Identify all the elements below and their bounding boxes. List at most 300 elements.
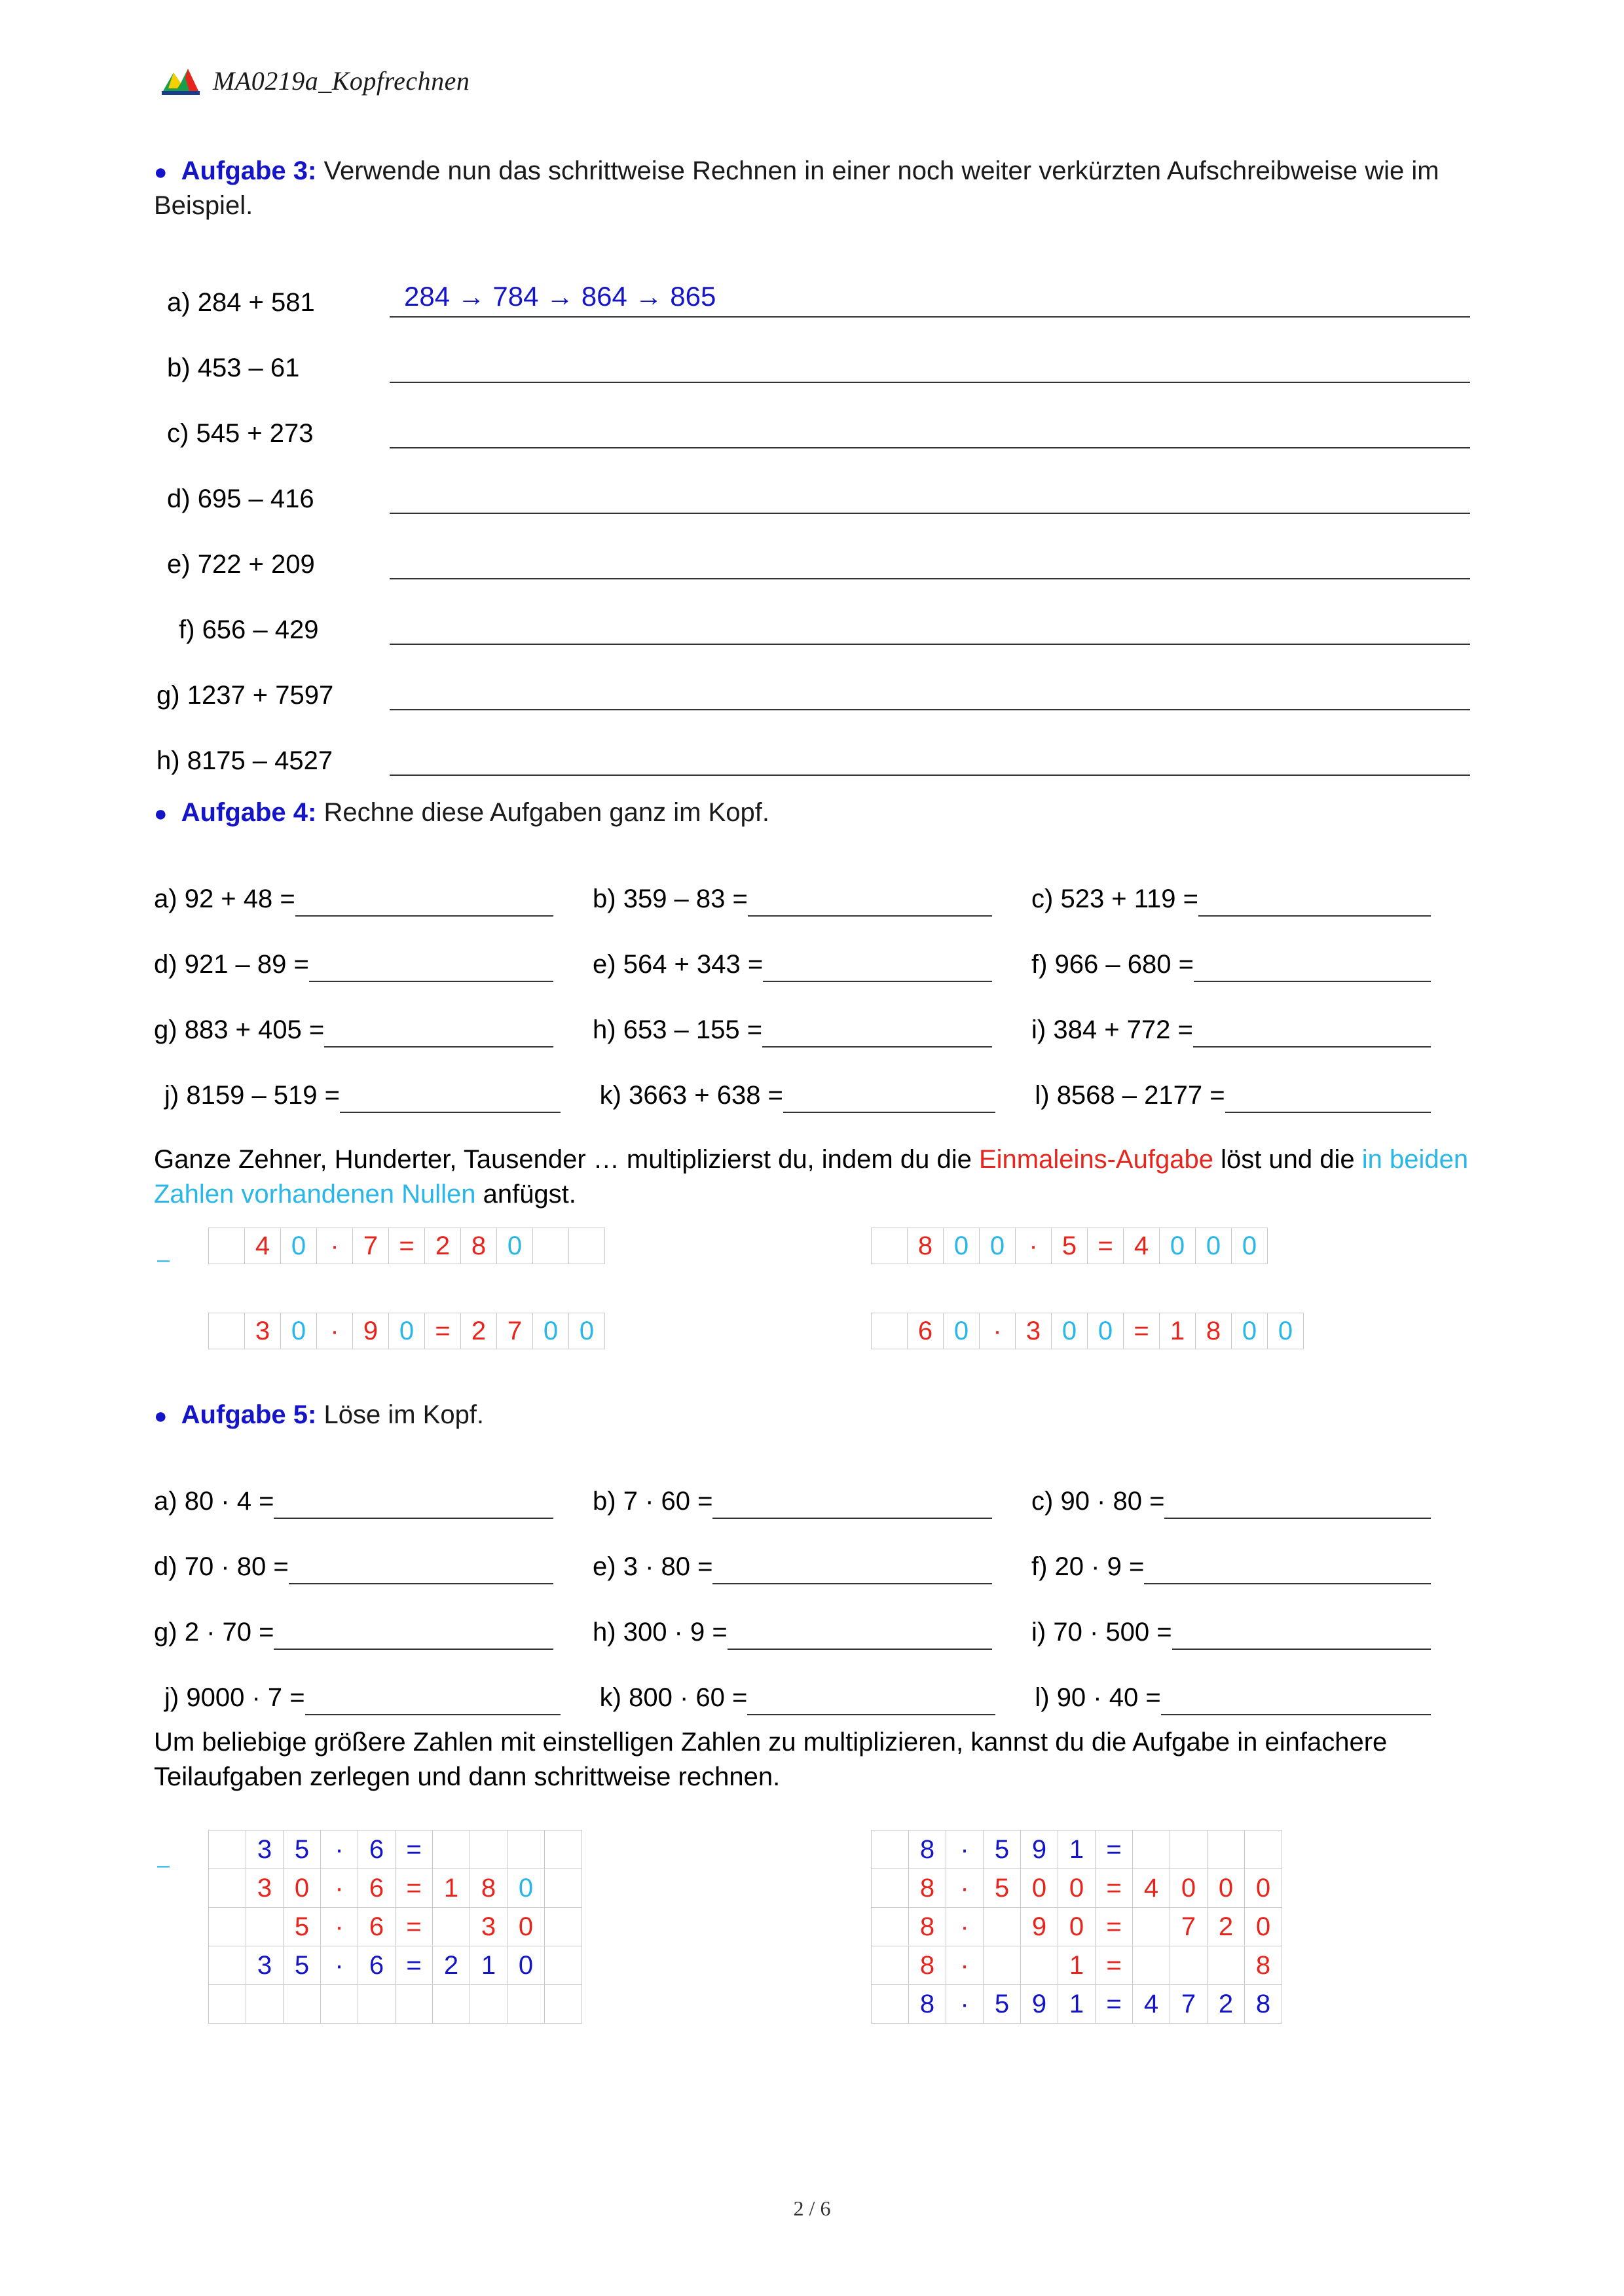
task4-item [1031,883,1470,917]
explanation-multiplication-zeros [154,1142,1470,1212]
mountain-logo-icon [160,62,201,99]
task3-item [154,383,1470,448]
calc-cell[interactable]: 0 [944,1313,980,1349]
calc-cell[interactable]: 4 [245,1228,281,1264]
task4-row [154,917,1470,982]
task3-item-label: c) 545 + 273 [167,419,314,448]
calc-grid [871,1228,1268,1264]
task4-item [600,1079,1035,1113]
task4-answer-blank[interactable] [324,1013,553,1048]
calc-cell[interactable]: · [317,1228,353,1264]
calc-cell[interactable] [433,1908,470,1946]
calc-cell[interactable]: · [317,1313,353,1349]
task4-answer-blank[interactable] [340,1079,561,1113]
calc-cell[interactable]: 8 [908,1228,944,1264]
calc-cell[interactable] [545,1908,582,1946]
calc-cell[interactable]: 7 [1170,1908,1208,1946]
task3-label: Aufgabe 3: [181,156,317,185]
calc-cell[interactable]: 5 [984,1831,1021,1869]
task5-item-label: g) 2 · 70 = [154,1618,274,1647]
calc-cell[interactable] [872,1985,909,2024]
calc-cell[interactable]: · [1016,1228,1052,1264]
calc-cell[interactable] [872,1313,908,1349]
task4-item-label: l) 8568 – 2177 = [1035,1081,1225,1110]
calc-cell[interactable] [984,1946,1021,1985]
calc-cell[interactable]: 0 [1058,1908,1096,1946]
task4-row [154,982,1470,1048]
calc-cell[interactable]: 0 [1021,1869,1058,1908]
calc-cell[interactable] [1208,1831,1245,1869]
calc-cell[interactable] [872,1946,909,1985]
calc-cell[interactable] [433,1985,470,2024]
calc-cell[interactable]: 8 [909,1831,946,1869]
calc-cell[interactable] [1021,1946,1058,1985]
task5-text: Löse im Kopf. [316,1400,485,1429]
calc-cell[interactable]: 5 [284,1946,321,1985]
task4-answer-blank[interactable] [748,883,992,917]
calc-cell[interactable] [545,1831,582,1869]
calc-cell[interactable]: · [946,1908,984,1946]
calc-cell[interactable]: 5 [284,1908,321,1946]
task4-item-label: a) 92 + 48 = [154,884,295,913]
task3-answer-line[interactable] [390,671,1470,710]
calc-grid-row [209,1228,605,1264]
task5-item-label: a) 80 · 4 = [154,1487,274,1516]
calc-cell[interactable]: 3 [1016,1313,1052,1349]
task4-answer-blank[interactable] [1193,1013,1431,1048]
calc-grid [208,1228,605,1264]
task3-item [154,252,1470,318]
calc-cell[interactable]: 0 [980,1228,1016,1264]
task5-answer-blank[interactable] [1164,1485,1431,1519]
calc-cell[interactable]: 0 [1208,1869,1245,1908]
calc-cell[interactable] [1133,1946,1170,1985]
task5-item [154,1681,600,1715]
calc-cell[interactable]: 6 [358,1831,396,1869]
task4-row [154,1048,1470,1113]
calc-cell[interactable]: 0 [389,1313,425,1349]
calc-cell[interactable]: = [396,1908,433,1946]
task3-item [154,579,1470,645]
calc-cell[interactable] [246,1985,284,2024]
calc-cell[interactable]: = [1096,1869,1133,1908]
calc-cell[interactable] [1133,1831,1170,1869]
calc-cell[interactable] [1133,1908,1170,1946]
task3-item-label: g) 1237 + 7597 [157,681,334,710]
grid-8x591 [871,1830,1282,2024]
calc-grid-row [872,1869,1282,1908]
calc-cell[interactable] [872,1869,909,1908]
calc-cell[interactable] [872,1228,908,1264]
calc-cell[interactable]: 5 [284,1831,321,1869]
calc-cell[interactable] [246,1908,284,1946]
task4-answer-blank[interactable] [783,1079,995,1113]
calc-cell[interactable]: 4 [1133,1869,1170,1908]
task4-item-label: h) 653 – 155 = [593,1015,763,1044]
calc-cell[interactable]: 8 [1245,1946,1282,1985]
task4-item-label: d) 921 – 89 = [154,950,309,979]
task4-answer-blank[interactable] [763,948,992,982]
calc-cell[interactable]: 0 [281,1228,317,1264]
calc-cell[interactable]: 0 [569,1313,605,1349]
calc-cell[interactable]: 6 [358,1908,396,1946]
calc-cell[interactable]: 0 [1170,1869,1208,1908]
calc-cell[interactable]: · [980,1313,1016,1349]
calc-grid [208,1313,605,1349]
task5-grid [154,1453,1470,1715]
calc-cell[interactable]: 0 [944,1228,980,1264]
task5-answer-blank[interactable] [712,1550,992,1584]
calc-grid-row [872,1313,1304,1349]
task4-item [593,1013,1031,1048]
page-header [160,62,470,99]
task5-answer-blank[interactable] [1144,1550,1431,1584]
task3-answer-line[interactable] [390,475,1470,514]
task4-item [1031,948,1470,982]
calc-cell[interactable]: 1 [1058,1985,1096,2024]
calc-grid [871,1830,1282,2024]
calc-grid-row [209,1831,582,1869]
calc-cell[interactable]: 0 [1232,1228,1268,1264]
calc-cell[interactable] [533,1228,569,1264]
calc-cell[interactable]: 5 [984,1869,1021,1908]
calc-cell[interactable]: · [321,1908,358,1946]
grid-35x6 [208,1830,582,2024]
calc-cell[interactable]: 0 [284,1869,321,1908]
calc-cell[interactable]: · [946,1985,984,2024]
task4-text: Rechne diese Aufgaben ganz im Kopf. [316,798,769,827]
task5-bullet: ● [154,1404,168,1429]
task4-item [1031,1013,1470,1048]
calc-cell[interactable] [209,1946,246,1985]
calc-cell[interactable] [396,1985,433,2024]
calc-cell[interactable]: 8 [909,1985,946,2024]
document-title: MA0219a_Kopfrechnen [213,65,470,96]
grid-30x90 [208,1313,605,1349]
calc-cell[interactable]: = [1088,1228,1124,1264]
page-number: 2 / 6 [793,2196,831,2220]
explain1-part3: anfügst. [475,1179,576,1209]
calc-cell[interactable]: 5 [984,1985,1021,2024]
calc-cell[interactable]: 1 [1058,1946,1096,1985]
calc-cell[interactable]: 0 [1245,1908,1282,1946]
calc-cell[interactable]: 0 [281,1313,317,1349]
explain1-red: Einmaleins-Aufgabe [978,1145,1213,1174]
task4-item [154,1079,600,1113]
calc-cell[interactable]: = [396,1869,433,1908]
calc-cell[interactable]: 0 [507,1946,545,1985]
explain2-text: Um beliebige größere Zahlen mit einstelligen Zahlen zu multiplizieren, kannst du die Aufgabe in einfachere Teilaufgaben zerlegen und dann schrittweise rechnen. [154,1728,1388,1791]
calc-grid-row [209,1869,582,1908]
calc-cell[interactable]: · [321,1946,358,1985]
task3-item-label: f) 656 – 429 [179,615,319,644]
calc-cell[interactable]: 5 [1052,1228,1088,1264]
calc-cell[interactable] [545,1946,582,1985]
calc-cell[interactable]: 4 [1124,1228,1160,1264]
grid-60x300 [871,1313,1304,1349]
calc-cell[interactable] [209,1869,246,1908]
calc-cell[interactable]: = [1096,1985,1133,2024]
calc-cell[interactable] [984,1908,1021,1946]
calc-grid-row [872,1908,1282,1946]
calc-cell[interactable]: · [946,1831,984,1869]
calc-cell[interactable]: 0 [497,1228,533,1264]
calc-cell[interactable]: · [321,1831,358,1869]
task3-list [154,252,1470,776]
explain1-part2: löst und die [1213,1145,1362,1174]
calc-cell[interactable]: 3 [470,1908,507,1946]
task5-item-label: i) 70 · 500 = [1031,1618,1172,1647]
calc-cell[interactable]: · [946,1946,984,1985]
calc-cell[interactable]: 6 [358,1946,396,1985]
calc-cell[interactable]: 8 [909,1946,946,1985]
calc-cell[interactable] [209,1831,246,1869]
task4-item-label: b) 359 – 83 = [593,884,748,913]
calc-cell[interactable] [872,1908,909,1946]
task3-item-label: d) 695 – 416 [167,484,314,513]
calc-cell[interactable]: 8 [1245,1985,1282,2024]
task4-item-label: f) 966 – 680 = [1031,950,1194,979]
task3-item-label: a) 284 + 581 [167,288,315,317]
task5-item-label: d) 70 · 80 = [154,1552,289,1581]
calc-cell[interactable]: 0 [1088,1313,1124,1349]
task4-intro [154,795,1470,830]
calc-cell[interactable]: 0 [1245,1869,1282,1908]
calc-cell[interactable]: = [425,1313,461,1349]
calc-cell[interactable] [569,1228,605,1264]
calc-cell[interactable]: 4 [1133,1985,1170,2024]
calc-cell[interactable] [209,1908,246,1946]
task5-answer-blank[interactable] [1172,1616,1431,1650]
task5-answer-blank[interactable] [305,1681,561,1715]
calc-cell[interactable]: 3 [245,1313,281,1349]
calc-cell[interactable]: 9 [1021,1985,1058,2024]
task3-item [154,645,1470,710]
task4-item [154,1013,593,1048]
calc-cell[interactable]: 1 [470,1946,507,1985]
task4-answer-blank[interactable] [309,948,553,982]
dash-marker-icon: – [157,1247,170,1272]
task3-intro [154,154,1470,223]
task4-answer-blank[interactable] [1225,1079,1431,1113]
task5-answer-blank[interactable] [274,1485,553,1519]
calc-cell[interactable]: 0 [533,1313,569,1349]
task3-answer-text: 284 → 784 → 864 → 865 [404,281,716,312]
calc-grid-row [209,1313,605,1349]
task5-answer-blank[interactable] [728,1616,992,1650]
calc-cell[interactable]: 7 [353,1228,389,1264]
explanation-decomposition [154,1725,1470,1795]
calc-cell[interactable]: 1 [1160,1313,1196,1349]
calc-cell[interactable]: 1 [433,1869,470,1908]
calc-cell[interactable] [209,1228,245,1264]
task3-bullet: ● [154,160,168,185]
calc-cell[interactable]: 8 [461,1228,497,1264]
calc-cell[interactable]: 0 [1232,1313,1268,1349]
calc-cell[interactable]: 8 [1196,1313,1232,1349]
calc-cell[interactable]: 7 [497,1313,533,1349]
task4-item [154,948,593,982]
task4-item-label: k) 3663 + 638 = [599,1081,783,1110]
calc-cell[interactable] [1208,1946,1245,1985]
calc-cell[interactable]: = [1096,1946,1133,1985]
calc-cell[interactable]: = [389,1228,425,1264]
grid-40x7 [208,1228,605,1264]
task4-item-label: i) 384 + 772 = [1031,1015,1193,1044]
calc-cell[interactable]: 0 [1268,1313,1304,1349]
calc-cell[interactable]: 0 [1052,1313,1088,1349]
calc-cell[interactable]: 3 [246,1946,284,1985]
calc-cell[interactable]: 6 [358,1869,396,1908]
calc-grid-row [209,1908,582,1946]
calc-cell[interactable]: 8 [909,1869,946,1908]
task5-answer-blank[interactable] [747,1681,995,1715]
calc-grid-row [872,1228,1268,1264]
calc-cell[interactable] [470,1831,507,1869]
calc-cell[interactable] [507,1831,545,1869]
calc-cell[interactable] [545,1985,582,2024]
task5-item [1035,1681,1470,1715]
calc-cell[interactable]: 9 [353,1313,389,1349]
task5-item-label: k) 800 · 60 = [599,1683,748,1712]
task4-answer-blank[interactable] [1198,883,1431,917]
page-footer [0,2196,1624,2221]
task5-answer-blank[interactable] [1161,1681,1431,1715]
task5-item-label: h) 300 · 9 = [593,1618,728,1647]
calc-cell[interactable] [1245,1831,1282,1869]
calc-cell[interactable] [358,1985,396,2024]
calc-cell[interactable]: 2 [425,1228,461,1264]
task4-answer-blank[interactable] [295,883,553,917]
task3-answer-line[interactable] [390,278,1470,318]
calc-cell[interactable]: = [396,1946,433,1985]
task4-item [1035,1079,1470,1113]
task5-label: Aufgabe 5: [181,1400,317,1429]
calc-cell[interactable] [1170,1831,1208,1869]
task5-answer-blank[interactable] [289,1550,553,1584]
task5-item [154,1550,593,1584]
task5-row [154,1519,1470,1584]
task4-item [154,883,593,917]
task5-item [1031,1485,1470,1519]
task3-item-label: e) 722 + 209 [167,550,315,579]
calc-cell[interactable]: 0 [507,1908,545,1946]
calc-cell[interactable]: 8 [909,1908,946,1946]
task3-item-label: h) 8175 – 4527 [157,746,333,775]
task5-row [154,1584,1470,1650]
calc-cell[interactable]: 9 [1021,1831,1058,1869]
task4-item [593,883,1031,917]
calc-cell[interactable]: 1 [1058,1831,1096,1869]
task4-answer-blank[interactable] [1194,948,1431,982]
calc-grid [871,1313,1304,1349]
task5-item [593,1550,1031,1584]
calc-grid-row [209,1985,582,2024]
calc-cell[interactable]: 0 [507,1869,545,1908]
calc-cell[interactable]: 2 [1208,1985,1245,2024]
calc-cell[interactable]: 7 [1170,1985,1208,2024]
calc-cell[interactable]: 2 [461,1313,497,1349]
task4-item-label: g) 883 + 405 = [154,1015,325,1044]
task3-item [154,710,1470,776]
calc-cell[interactable]: 3 [246,1831,284,1869]
task5-item [1031,1616,1470,1650]
calc-grid-row [872,1831,1282,1869]
task5-item [1031,1550,1470,1584]
calc-cell[interactable]: 3 [246,1869,284,1908]
calc-cell[interactable]: · [946,1869,984,1908]
task4-bullet: ● [154,801,168,826]
task5-intro [154,1398,1470,1432]
task5-answer-blank[interactable] [274,1616,553,1650]
task4-item-label: c) 523 + 119 = [1031,884,1199,913]
calc-cell[interactable]: 0 [1160,1228,1196,1264]
task3-item [154,448,1470,514]
task3-answer-line[interactable] [390,344,1470,383]
task4-item-label: j) 8159 – 519 = [164,1081,341,1110]
calc-cell[interactable] [209,1985,246,2024]
task3-answer-line[interactable] [390,540,1470,579]
calc-cell[interactable] [284,1985,321,2024]
calc-cell[interactable]: 0 [1196,1228,1232,1264]
task4-item-label: e) 564 + 343 = [593,950,764,979]
grid-800x5 [871,1228,1268,1264]
calc-cell[interactable]: 2 [1208,1908,1245,1946]
task3-text: Verwende nun das schrittweise Rechnen in einer noch weiter verkürzten Aufschreibweise wie im Beispiel. [154,156,1439,220]
task3-answer-line[interactable] [390,409,1470,448]
task5-item [593,1485,1031,1519]
calc-cell[interactable]: = [1096,1831,1133,1869]
calc-cell[interactable]: = [1096,1908,1133,1946]
calc-cell[interactable]: = [1124,1313,1160,1349]
calc-cell[interactable]: 8 [470,1869,507,1908]
task5-item-label: c) 90 · 80 = [1031,1487,1165,1516]
calc-cell[interactable] [1170,1946,1208,1985]
calc-cell[interactable]: · [321,1869,358,1908]
task5-item-label: f) 20 · 9 = [1031,1552,1145,1581]
calc-cell[interactable]: 0 [1058,1869,1096,1908]
calc-grid-row [209,1946,582,1985]
task4-answer-blank[interactable] [762,1013,992,1048]
calc-cell[interactable] [470,1985,507,2024]
task4-item [593,948,1031,982]
task3-answer-line[interactable] [390,606,1470,645]
calc-cell[interactable] [321,1985,358,2024]
task5-item [593,1616,1031,1650]
task5-answer-blank[interactable] [712,1485,992,1519]
task5-item-label: e) 3 · 80 = [593,1552,713,1581]
calc-cell[interactable]: 2 [433,1946,470,1985]
calc-cell[interactable] [433,1831,470,1869]
task5-item-label: b) 7 · 60 = [593,1487,713,1516]
calc-cell[interactable] [507,1985,545,2024]
task3-answer-line[interactable] [390,737,1470,776]
calc-cell[interactable]: 6 [908,1313,944,1349]
task5-item-label: j) 9000 · 7 = [164,1683,305,1712]
calc-cell[interactable] [872,1831,909,1869]
calc-grid [208,1830,582,2024]
calc-cell[interactable] [209,1313,245,1349]
explain1-part1: Ganze Zehner, Hunderter, Tausender … multiplizierst du, indem du die [154,1145,979,1174]
calc-cell[interactable] [545,1869,582,1908]
task5-item [154,1616,593,1650]
calc-grid-row [872,1946,1282,1985]
calc-cell[interactable]: 9 [1021,1908,1058,1946]
task5-item [154,1485,593,1519]
task5-item [600,1681,1035,1715]
task5-item-label: l) 90 · 40 = [1035,1683,1161,1712]
calc-cell[interactable]: = [396,1831,433,1869]
